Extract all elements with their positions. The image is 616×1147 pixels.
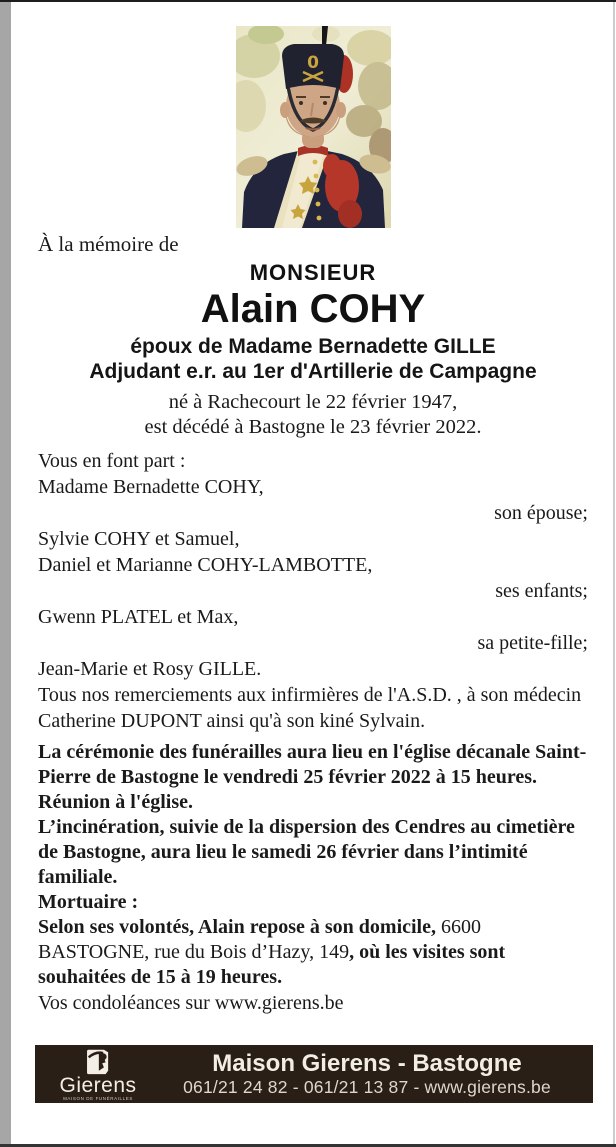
footer-text-block [147, 1045, 593, 1103]
funeral-paragraph: La cérémonie des funérailles aura lieu en l'église décanale Saint-Pierre de Bastogne le vendredi 25 février 2022 à 15 heures. [38, 741, 587, 788]
participant-name-line: Daniel et Marianne COHY-LAMBOTTE, [38, 554, 373, 576]
home-text-bold-end: , où les visites sont souhaitées de 15 à 19 heures. [38, 941, 506, 988]
participant-name-line: Jean-Marie et Rosy GILLE. [38, 658, 262, 680]
meeting-line: Réunion à l'église. [38, 791, 194, 813]
participant-name-line: Gwenn PLATEL et Max, [38, 606, 239, 628]
home-paragraph [38, 915, 588, 990]
birth-line: né à Rachecourt le 22 février 1947, [168, 391, 458, 413]
memorial-intro: À la mémoire de [38, 232, 179, 256]
spouse-line: époux de Madame Bernadette GILLE [130, 335, 496, 358]
announcement-block [38, 448, 588, 734]
logo-name: Gierens [59, 1074, 137, 1097]
right-border-line [613, 2, 615, 1144]
rank-line: Adjudant e.r. au 1er d'Artillerie de Campagne [89, 360, 537, 383]
portrait-photo [236, 26, 391, 228]
svg-text:0: 0 [306, 53, 319, 73]
shako-hat [282, 44, 344, 89]
funeral-home-footer-bar [35, 1045, 593, 1103]
title-prefix: MONSIEUR [249, 260, 377, 285]
contact-info: 061/21 24 82 - 061/21 13 87 - www.gierens.be [183, 1077, 551, 1097]
relation-line: sa petite-fille; [477, 632, 588, 654]
participant-name-line: Madame Bernadette COHY, [38, 476, 264, 498]
ceremony-block [38, 740, 588, 1016]
gierens-face-profile-logo-icon [84, 1048, 112, 1075]
condolences-line: Vos condoléances sur www.gierens.be [38, 992, 344, 1014]
announcement-sheet [11, 2, 613, 1103]
funeral-home-logo [35, 1045, 147, 1103]
death-line: est décédé à Bastogne le 23 février 2022. [144, 416, 482, 438]
cremation-paragraph: L’incinération, suivie de la dispersion des Cendres au cimetière de Bastogne, aura lieu le samedi 26 février dans l’intimité familiale. [38, 816, 575, 888]
relation-line: ses enfants; [495, 580, 588, 602]
relation-line: son épouse; [494, 502, 588, 524]
portrait-photo-illustration [236, 26, 391, 228]
deceased-name: Alain COHY [200, 287, 426, 331]
logo-subtitle: MAISON DE FUNÉRAILLES [63, 1096, 133, 1101]
left-margin-strip [0, 0, 11, 1147]
home-text-bold-start: Selon ses volontés, Alain repose à son domicile, [38, 916, 436, 938]
thanks-text: Tous nos remerciements aux infirmières de l'A.S.D. , à son médecin Catherine DUPONT ainsi qu'à son kiné Sylvain. [38, 684, 582, 732]
home-text-regular: 6600 BASTOGNE, rue du Bois d’Hazy, 149 [38, 916, 481, 963]
mortuary-label: Mortuaire : [38, 891, 139, 913]
participant-name-line: Sylvie COHY et Samuel, [38, 528, 240, 550]
company-name: Maison Gierens - Bastogne [212, 1050, 522, 1077]
announcement-intro: Vous en font part : [38, 450, 186, 472]
